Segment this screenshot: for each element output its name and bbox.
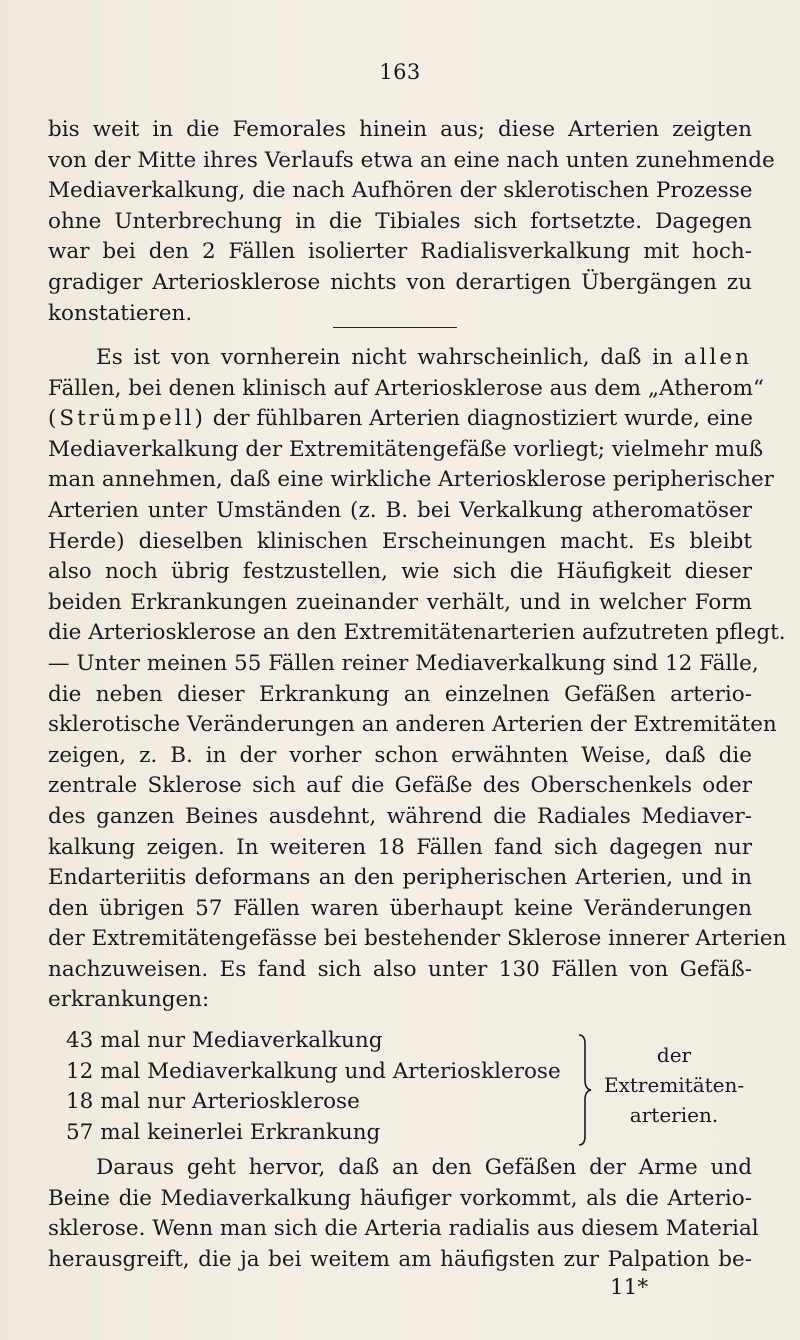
text-line: war bei den 2 Fällen isolierter Radialisverkalkung mit hoch- [48, 239, 752, 265]
text-line: nachzuweisen. Es fand sich also unter 130 Fällen von Gefäß- [48, 956, 752, 982]
paragraph-2 [48, 343, 787, 1016]
text-line: der Extremitätengefässe bei bestehender Sklerose innerer Arterien [48, 926, 787, 952]
text-line: kalkung zeigen. In weiteren 18 Fällen fand sich dagegen nur [48, 834, 752, 860]
section-divider [333, 327, 457, 328]
text-line: ohne Unterbrechung in die Tibiales sich fortsetzte. Dagegen [48, 208, 752, 234]
right-brace-icon [578, 1034, 592, 1146]
text-line: sklerose. Wenn man sich die Arteria radialis aus diesem Material [48, 1216, 759, 1242]
list-item: 18 mal nur Arteriosklerose [66, 1089, 360, 1115]
text-line: bis weit in die Femorales hinein aus; diese Arterien zeigten [48, 117, 752, 142]
text-line: konstatieren. [48, 300, 193, 326]
text-line: Fällen, bei denen klinisch auf Arteriosklerose aus dem „Atherom“ [48, 375, 764, 401]
brace-label-line: der [656, 1043, 692, 1067]
statistics-list [66, 1026, 766, 1148]
list-item: 57 mal keinerlei Erkrankung [66, 1119, 381, 1145]
text-line: sklerotische Veränderungen an anderen Arterien der Extremitäten [48, 712, 777, 738]
text-line: also noch übrig festzustellen, wie sich die Häufigkeit dieser [48, 559, 752, 585]
text-line: Arterien unter Umständen (z. B. bei Verkalkung atheromatöser [48, 497, 752, 523]
text-line: die neben dieser Erkrankung an einzelnen Gefäßen arterio- [48, 681, 752, 707]
text-line: Mediaverkalkung der Extremitätengefäße vorliegt; vielmehr muß [48, 436, 764, 462]
text-line: beiden Erkrankungen zueinander verhält, und in welcher Form [48, 589, 752, 615]
text-line: Mediaverkalkung, die nach Aufhören der sklerotischen Prozesse [48, 178, 753, 204]
text-line: Endarteriitis deformans an den peripherischen Arterien, und in [48, 865, 752, 891]
text-line [48, 343, 752, 374]
text-line: — Unter meinen 55 Fällen reiner Mediaverkalkung sind 12 Fälle, [48, 650, 759, 676]
text-line: die Arteriosklerose an den Extremitätenarterien aufzutreten pflegt. [48, 620, 786, 646]
text-line: zeigen, z. B. in der vorher schon erwähnten Weise, daß die [48, 742, 752, 768]
text-line: des ganzen Beines ausdehnt, während die Radiales Mediaver- [48, 803, 752, 829]
text-segment: der fühlbaren Arterien diagnostiziert wurde, eine [212, 406, 753, 432]
list-item: 43 mal nur Mediaverkalkung [66, 1028, 383, 1053]
signature-mark: 11* [610, 1275, 649, 1300]
text-line: Beine die Mediaverkalkung häufiger vorkommt, als die Arterio- [48, 1185, 752, 1211]
text-line: gradiger Arteriosklerose nichts von derartigen Übergängen zu [48, 269, 752, 295]
text-line: den übrigen 57 Fällen waren überhaupt keine Veränderungen [48, 895, 752, 921]
paragraph-1 [48, 115, 775, 329]
emphasized-name: (Strümpell) [48, 406, 206, 432]
text-line: zentrale Sklerose sich auf die Gefäße des Oberschenkels oder [48, 773, 752, 799]
text-line: Daraus geht hervor, daß an den Gefäßen der Arme und [96, 1155, 752, 1180]
brace-label [604, 1040, 744, 1130]
text-line: man annehmen, daß eine wirkliche Arteriosklerose peripherischer [48, 467, 774, 493]
text-line: von der Mitte ihres Verlaufs etwa an eine nach unten zunehmende [48, 147, 775, 173]
text-line: herausgreift, die ja bei weitem am häufigsten zur Palpation be- [48, 1246, 752, 1272]
brace-label-line: Extremitäten- [604, 1073, 745, 1097]
text-line: Herde) dieselben klinischen Erscheinungen macht. Es bleibt [48, 528, 752, 554]
text-segment: Es ist von vornherein nicht wahrscheinlich, daß in [96, 345, 673, 370]
text-line [48, 404, 752, 435]
emphasized-word: allen [683, 345, 753, 370]
list-item: 12 mal Mediaverkalkung und Arteriosklerose [66, 1058, 561, 1084]
text-line: erkrankungen: [48, 987, 210, 1013]
page-number: 163 [379, 60, 421, 84]
paragraph-3 [48, 1153, 759, 1275]
brace-label-line: arterien. [629, 1103, 719, 1127]
